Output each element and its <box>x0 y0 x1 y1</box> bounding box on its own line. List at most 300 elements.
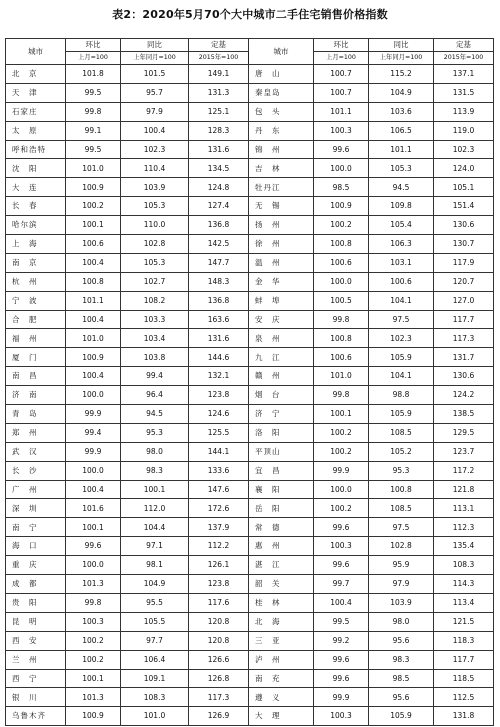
left-yoy-cell: 103.3 <box>121 310 189 329</box>
right-city-cell: 常 德 <box>249 518 314 537</box>
left-city-cell: 长 春 <box>6 197 66 216</box>
right-base-cell: 131.7 <box>434 348 494 367</box>
header-row <box>6 39 494 52</box>
left-mom-cell: 100.9 <box>66 348 121 367</box>
right-city-cell: 济 宁 <box>249 405 314 424</box>
table-row <box>6 707 494 726</box>
right-base-cell: 113.9 <box>434 102 494 121</box>
right-yoy-cell: 106.5 <box>369 121 434 140</box>
left-yoy-cell: 95.5 <box>121 593 189 612</box>
right-yoy-cell: 98.8 <box>369 386 434 405</box>
right-yoy-cell: 103.6 <box>369 102 434 121</box>
left-base-cell: 133.6 <box>189 461 249 480</box>
right-mom-cell: 100.0 <box>314 159 369 178</box>
left-yoy-cell: 110.4 <box>121 159 189 178</box>
right-yoy-cell: 105.4 <box>369 216 434 235</box>
left-base-cell: 125.1 <box>189 102 249 121</box>
left-yoy-cell: 103.8 <box>121 348 189 367</box>
right-city-cell: 湛 江 <box>249 556 314 575</box>
table-row <box>6 423 494 442</box>
left-base-cell: 172.6 <box>189 499 249 518</box>
left-base-cell: 120.8 <box>189 612 249 631</box>
left-city-cell: 郑 州 <box>6 423 66 442</box>
left-city-cell: 海 口 <box>6 537 66 556</box>
right-base-cell: 135.4 <box>434 537 494 556</box>
left-city-cell: 重 庆 <box>6 556 66 575</box>
right-yoy-cell: 105.9 <box>369 405 434 424</box>
subheader-mom-left: 上月=100 <box>66 52 121 65</box>
right-city-cell: 岳 阳 <box>249 499 314 518</box>
header-city-right: 城市 <box>249 39 314 65</box>
left-city-cell: 呼和浩特 <box>6 140 66 159</box>
right-city-cell: 泸 州 <box>249 650 314 669</box>
left-city-cell: 宁 波 <box>6 291 66 310</box>
left-mom-cell: 99.8 <box>66 102 121 121</box>
left-mom-cell: 101.3 <box>66 688 121 707</box>
table-row <box>6 197 494 216</box>
header-base-right: 定基 <box>434 39 494 52</box>
left-yoy-cell: 100.1 <box>121 480 189 499</box>
left-base-cell: 131.6 <box>189 329 249 348</box>
left-base-cell: 148.3 <box>189 272 249 291</box>
left-city-cell: 杭 州 <box>6 272 66 291</box>
left-yoy-cell: 94.5 <box>121 405 189 424</box>
left-mom-cell: 101.6 <box>66 499 121 518</box>
table-row <box>6 348 494 367</box>
left-yoy-cell: 99.4 <box>121 367 189 386</box>
left-city-cell: 兰 州 <box>6 650 66 669</box>
table-row <box>6 102 494 121</box>
right-base-cell: 123.7 <box>434 442 494 461</box>
table-row <box>6 442 494 461</box>
right-yoy-cell: 100.8 <box>369 480 434 499</box>
table-row <box>6 178 494 197</box>
right-yoy-cell: 98.0 <box>369 612 434 631</box>
left-mom-cell: 101.8 <box>66 65 121 84</box>
right-base-cell: 117.7 <box>434 650 494 669</box>
left-base-cell: 123.8 <box>189 575 249 594</box>
right-mom-cell: 99.5 <box>314 612 369 631</box>
table-row <box>6 329 494 348</box>
right-mom-cell: 100.0 <box>314 272 369 291</box>
right-city-cell: 平顶山 <box>249 442 314 461</box>
left-mom-cell: 99.9 <box>66 442 121 461</box>
right-city-cell: 锦 州 <box>249 140 314 159</box>
right-mom-cell: 99.9 <box>314 688 369 707</box>
right-base-cell: 130.6 <box>434 367 494 386</box>
table-row <box>6 367 494 386</box>
right-mom-cell: 100.7 <box>314 83 369 102</box>
right-city-cell: 襄 阳 <box>249 480 314 499</box>
right-city-cell: 南 充 <box>249 669 314 688</box>
table-body <box>6 65 494 726</box>
right-base-cell: 117.3 <box>434 329 494 348</box>
left-mom-cell: 99.4 <box>66 423 121 442</box>
left-mom-cell: 100.8 <box>66 272 121 291</box>
table-row <box>6 650 494 669</box>
table-row <box>6 556 494 575</box>
left-base-cell: 132.1 <box>189 367 249 386</box>
right-base-cell: 121.8 <box>434 480 494 499</box>
left-yoy-cell: 103.4 <box>121 329 189 348</box>
left-base-cell: 136.8 <box>189 216 249 235</box>
left-mom-cell: 100.0 <box>66 386 121 405</box>
right-base-cell: 105.1 <box>434 178 494 197</box>
right-mom-cell: 99.6 <box>314 556 369 575</box>
left-mom-cell: 101.3 <box>66 575 121 594</box>
left-base-cell: 126.6 <box>189 650 249 669</box>
left-yoy-cell: 108.2 <box>121 291 189 310</box>
right-mom-cell: 99.6 <box>314 669 369 688</box>
left-city-cell: 沈 阳 <box>6 159 66 178</box>
right-mom-cell: 100.2 <box>314 423 369 442</box>
right-yoy-cell: 97.5 <box>369 310 434 329</box>
left-city-cell: 石家庄 <box>6 102 66 121</box>
header-city-left: 城市 <box>6 39 66 65</box>
left-city-cell: 哈尔滨 <box>6 216 66 235</box>
right-base-cell: 129.5 <box>434 423 494 442</box>
right-city-cell: 蚌 埠 <box>249 291 314 310</box>
table-row <box>6 253 494 272</box>
right-mom-cell: 100.7 <box>314 65 369 84</box>
subheader-yoy-right: 上年同月=100 <box>369 52 434 65</box>
table-row <box>6 518 494 537</box>
right-mom-cell: 100.5 <box>314 291 369 310</box>
right-mom-cell: 100.4 <box>314 593 369 612</box>
table-row <box>6 593 494 612</box>
left-base-cell: 123.8 <box>189 386 249 405</box>
table-row <box>6 405 494 424</box>
right-yoy-cell: 98.3 <box>369 650 434 669</box>
right-yoy-cell: 105.2 <box>369 442 434 461</box>
right-city-cell: 九 江 <box>249 348 314 367</box>
right-base-cell: 118.3 <box>434 631 494 650</box>
left-yoy-cell: 102.7 <box>121 272 189 291</box>
right-yoy-cell: 100.6 <box>369 272 434 291</box>
left-yoy-cell: 98.3 <box>121 461 189 480</box>
left-city-cell: 西 宁 <box>6 669 66 688</box>
left-city-cell: 大 连 <box>6 178 66 197</box>
left-city-cell: 合 肥 <box>6 310 66 329</box>
left-yoy-cell: 105.5 <box>121 612 189 631</box>
left-city-cell: 南 昌 <box>6 367 66 386</box>
right-base-cell: 131.5 <box>434 83 494 102</box>
left-mom-cell: 100.4 <box>66 480 121 499</box>
table-row <box>6 669 494 688</box>
table-row <box>6 310 494 329</box>
left-yoy-cell: 110.0 <box>121 216 189 235</box>
table-row <box>6 140 494 159</box>
left-city-cell: 长 沙 <box>6 461 66 480</box>
right-mom-cell: 100.3 <box>314 707 369 726</box>
left-mom-cell: 101.0 <box>66 329 121 348</box>
right-city-cell: 烟 台 <box>249 386 314 405</box>
left-base-cell: 124.8 <box>189 178 249 197</box>
left-mom-cell: 100.4 <box>66 367 121 386</box>
subheader-mom-right: 上月=100 <box>314 52 369 65</box>
left-mom-cell: 99.8 <box>66 593 121 612</box>
left-base-cell: 147.6 <box>189 480 249 499</box>
left-mom-cell: 100.2 <box>66 197 121 216</box>
left-mom-cell: 100.1 <box>66 216 121 235</box>
left-city-cell: 济 南 <box>6 386 66 405</box>
right-yoy-cell: 108.5 <box>369 499 434 518</box>
left-base-cell: 125.5 <box>189 423 249 442</box>
right-base-cell: 138.5 <box>434 405 494 424</box>
left-city-cell: 西 安 <box>6 631 66 650</box>
left-yoy-cell: 97.7 <box>121 631 189 650</box>
left-yoy-cell: 97.1 <box>121 537 189 556</box>
header-base-left: 定基 <box>189 39 249 52</box>
left-city-cell: 福 州 <box>6 329 66 348</box>
left-city-cell: 广 州 <box>6 480 66 499</box>
right-mom-cell: 100.0 <box>314 480 369 499</box>
left-city-cell: 太 原 <box>6 121 66 140</box>
table-row <box>6 65 494 84</box>
left-base-cell: 112.2 <box>189 537 249 556</box>
right-yoy-cell: 97.9 <box>369 575 434 594</box>
right-city-cell: 吉 林 <box>249 159 314 178</box>
right-base-cell: 124.2 <box>434 386 494 405</box>
right-city-cell: 温 州 <box>249 253 314 272</box>
right-city-cell: 宜 昌 <box>249 461 314 480</box>
right-mom-cell: 99.7 <box>314 575 369 594</box>
left-base-cell: 131.6 <box>189 140 249 159</box>
right-city-cell: 包 头 <box>249 102 314 121</box>
table-row <box>6 612 494 631</box>
right-base-cell: 127.0 <box>434 291 494 310</box>
left-mom-cell: 100.1 <box>66 518 121 537</box>
table-row <box>6 537 494 556</box>
left-yoy-cell: 101.5 <box>121 65 189 84</box>
table-title: 表2：2020年5月70个大中城市二手住宅销售价格指数 <box>112 8 388 21</box>
left-yoy-cell: 112.0 <box>121 499 189 518</box>
right-mom-cell: 100.8 <box>314 235 369 254</box>
left-yoy-cell: 95.7 <box>121 83 189 102</box>
left-base-cell: 124.6 <box>189 405 249 424</box>
right-mom-cell: 101.0 <box>314 367 369 386</box>
left-base-cell: 126.1 <box>189 556 249 575</box>
table-row <box>6 235 494 254</box>
left-yoy-cell: 102.8 <box>121 235 189 254</box>
right-mom-cell: 100.2 <box>314 442 369 461</box>
left-mom-cell: 100.6 <box>66 235 121 254</box>
right-mom-cell: 99.6 <box>314 650 369 669</box>
left-base-cell: 120.8 <box>189 631 249 650</box>
left-yoy-cell: 96.4 <box>121 386 189 405</box>
left-yoy-cell: 109.1 <box>121 669 189 688</box>
left-city-cell: 昆 明 <box>6 612 66 631</box>
header-mom-right: 环比 <box>314 39 369 52</box>
left-base-cell: 137.9 <box>189 518 249 537</box>
left-yoy-cell: 105.3 <box>121 253 189 272</box>
right-city-cell: 桂 林 <box>249 593 314 612</box>
left-mom-cell: 99.9 <box>66 405 121 424</box>
left-base-cell: 117.6 <box>189 593 249 612</box>
left-city-cell: 南 京 <box>6 253 66 272</box>
right-city-cell: 金 华 <box>249 272 314 291</box>
table-row <box>6 461 494 480</box>
table-row <box>6 575 494 594</box>
right-base-cell: 102.3 <box>434 140 494 159</box>
subheader-base-right: 2015年=100 <box>434 52 494 65</box>
right-mom-cell: 100.3 <box>314 537 369 556</box>
right-base-cell: 112.5 <box>434 688 494 707</box>
left-city-cell: 乌鲁木齐 <box>6 707 66 726</box>
right-yoy-cell: 106.3 <box>369 235 434 254</box>
left-base-cell: 149.1 <box>189 65 249 84</box>
right-city-cell: 洛 阳 <box>249 423 314 442</box>
right-city-cell: 秦皇岛 <box>249 83 314 102</box>
right-yoy-cell: 105.9 <box>369 348 434 367</box>
right-mom-cell: 98.5 <box>314 178 369 197</box>
right-mom-cell: 99.6 <box>314 518 369 537</box>
left-mom-cell: 99.5 <box>66 83 121 102</box>
left-base-cell: 136.8 <box>189 291 249 310</box>
left-mom-cell: 100.2 <box>66 650 121 669</box>
right-base-cell: 130.6 <box>434 216 494 235</box>
right-city-cell: 安 庆 <box>249 310 314 329</box>
table-row <box>6 631 494 650</box>
left-mom-cell: 100.0 <box>66 461 121 480</box>
left-mom-cell: 100.9 <box>66 178 121 197</box>
header-mom-left: 环比 <box>66 39 121 52</box>
right-base-cell: 114.3 <box>434 575 494 594</box>
right-mom-cell: 100.6 <box>314 348 369 367</box>
right-yoy-cell: 103.9 <box>369 593 434 612</box>
left-base-cell: 163.6 <box>189 310 249 329</box>
right-base-cell: 117.7 <box>434 310 494 329</box>
subheader-base-left: 2015年=100 <box>189 52 249 65</box>
left-city-cell: 天 津 <box>6 83 66 102</box>
left-base-cell: 126.8 <box>189 669 249 688</box>
right-city-cell: 丹 东 <box>249 121 314 140</box>
left-base-cell: 131.3 <box>189 83 249 102</box>
price-index-table <box>5 38 494 726</box>
left-yoy-cell: 102.3 <box>121 140 189 159</box>
left-city-cell: 深 圳 <box>6 499 66 518</box>
left-yoy-cell: 98.0 <box>121 442 189 461</box>
table-row <box>6 216 494 235</box>
left-mom-cell: 100.0 <box>66 556 121 575</box>
left-city-cell: 上 海 <box>6 235 66 254</box>
left-base-cell: 117.3 <box>189 688 249 707</box>
left-yoy-cell: 100.4 <box>121 121 189 140</box>
right-mom-cell: 100.9 <box>314 197 369 216</box>
right-base-cell: 112.3 <box>434 518 494 537</box>
left-mom-cell: 99.1 <box>66 121 121 140</box>
right-city-cell: 大 理 <box>249 707 314 726</box>
left-yoy-cell: 105.3 <box>121 197 189 216</box>
right-mom-cell: 101.1 <box>314 102 369 121</box>
right-base-cell: 120.7 <box>434 272 494 291</box>
left-mom-cell: 100.2 <box>66 631 121 650</box>
right-base-cell: 151.4 <box>434 197 494 216</box>
left-mom-cell: 99.6 <box>66 537 121 556</box>
table-row <box>6 159 494 178</box>
right-base-cell: 131.8 <box>434 707 494 726</box>
left-city-cell: 成 都 <box>6 575 66 594</box>
table-row <box>6 121 494 140</box>
right-yoy-cell: 103.1 <box>369 253 434 272</box>
right-city-cell: 韶 关 <box>249 575 314 594</box>
left-city-cell: 贵 阳 <box>6 593 66 612</box>
left-city-cell: 青 岛 <box>6 405 66 424</box>
left-city-cell: 北 京 <box>6 65 66 84</box>
right-city-cell: 三 亚 <box>249 631 314 650</box>
right-yoy-cell: 101.1 <box>369 140 434 159</box>
right-yoy-cell: 115.2 <box>369 65 434 84</box>
left-city-cell: 厦 门 <box>6 348 66 367</box>
right-mom-cell: 100.1 <box>314 405 369 424</box>
left-yoy-cell: 98.1 <box>121 556 189 575</box>
left-yoy-cell: 101.0 <box>121 707 189 726</box>
right-mom-cell: 100.2 <box>314 499 369 518</box>
right-base-cell: 108.3 <box>434 556 494 575</box>
left-yoy-cell: 104.9 <box>121 575 189 594</box>
right-city-cell: 无 锡 <box>249 197 314 216</box>
left-mom-cell: 100.4 <box>66 310 121 329</box>
right-base-cell: 113.4 <box>434 593 494 612</box>
right-base-cell: 117.9 <box>434 253 494 272</box>
right-base-cell: 113.1 <box>434 499 494 518</box>
left-base-cell: 147.7 <box>189 253 249 272</box>
right-city-cell: 徐 州 <box>249 235 314 254</box>
left-mom-cell: 101.0 <box>66 159 121 178</box>
table-row <box>6 480 494 499</box>
left-city-cell: 银 川 <box>6 688 66 707</box>
right-yoy-cell: 108.5 <box>369 423 434 442</box>
right-yoy-cell: 109.8 <box>369 197 434 216</box>
right-yoy-cell: 105.9 <box>369 707 434 726</box>
table-row <box>6 499 494 518</box>
right-yoy-cell: 94.5 <box>369 178 434 197</box>
left-mom-cell: 100.3 <box>66 612 121 631</box>
right-yoy-cell: 102.8 <box>369 537 434 556</box>
left-yoy-cell: 95.3 <box>121 423 189 442</box>
table-row <box>6 291 494 310</box>
right-base-cell: 124.0 <box>434 159 494 178</box>
left-mom-cell: 101.1 <box>66 291 121 310</box>
right-city-cell: 牡丹江 <box>249 178 314 197</box>
right-base-cell: 118.5 <box>434 669 494 688</box>
right-yoy-cell: 104.1 <box>369 291 434 310</box>
right-mom-cell: 100.6 <box>314 253 369 272</box>
left-yoy-cell: 108.3 <box>121 688 189 707</box>
left-mom-cell: 100.1 <box>66 669 121 688</box>
right-mom-cell: 99.8 <box>314 310 369 329</box>
right-base-cell: 137.1 <box>434 65 494 84</box>
left-mom-cell: 99.5 <box>66 140 121 159</box>
left-base-cell: 127.4 <box>189 197 249 216</box>
header-yoy-left: 同比 <box>121 39 189 52</box>
subheader-yoy-left: 上年同月=100 <box>121 52 189 65</box>
left-base-cell: 142.5 <box>189 235 249 254</box>
left-city-cell: 南 宁 <box>6 518 66 537</box>
right-yoy-cell: 95.6 <box>369 688 434 707</box>
right-base-cell: 121.5 <box>434 612 494 631</box>
table-row <box>6 83 494 102</box>
right-yoy-cell: 104.9 <box>369 83 434 102</box>
left-base-cell: 128.3 <box>189 121 249 140</box>
right-city-cell: 泉 州 <box>249 329 314 348</box>
table-row <box>6 386 494 405</box>
left-mom-cell: 100.9 <box>66 707 121 726</box>
right-base-cell: 119.0 <box>434 121 494 140</box>
left-yoy-cell: 97.9 <box>121 102 189 121</box>
right-yoy-cell: 104.1 <box>369 367 434 386</box>
left-mom-cell: 100.4 <box>66 253 121 272</box>
